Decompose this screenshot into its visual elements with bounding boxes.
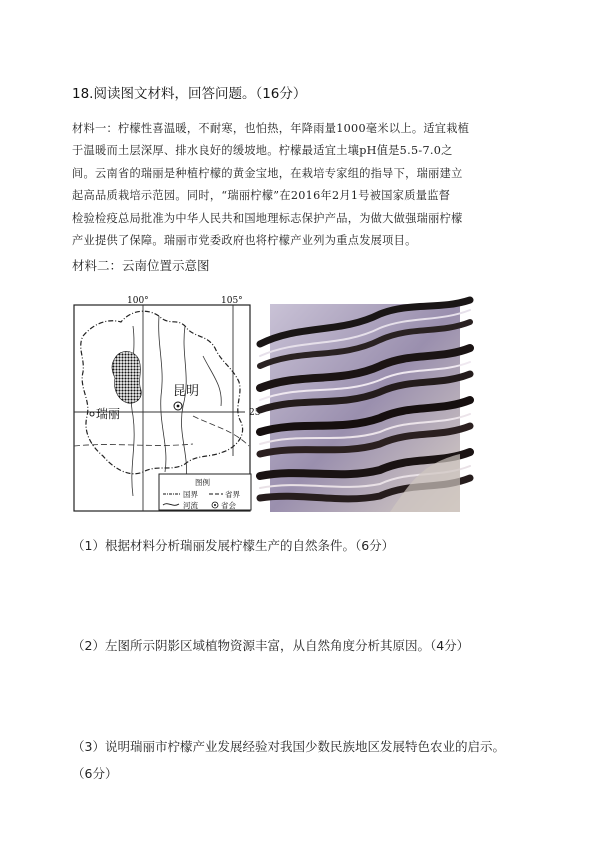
subquestion-two: （2）左图所示阴影区域植物资源丰富，从自然角度分析其原因。（4分） <box>72 638 470 653</box>
kunming-label: 昆明 <box>173 384 200 399</box>
terraced-fields-photo <box>270 304 460 512</box>
subquestion-one: （1）根据材料分析瑞丽发展柠檬生产的自然条件。（6分） <box>72 538 395 553</box>
material-one-line: 产业提供了保障。瑞丽市党委政府也将柠檬产业列为重点发展项目。 <box>72 234 417 248</box>
subquestion-three: （3）说明瑞丽市柠檬产业发展经验对我国少数民族地区发展特色农业的启示。 <box>72 739 505 754</box>
legend-river-label: 河流 <box>183 501 198 510</box>
material-one-text <box>72 118 542 252</box>
material-one-line: 检验检疫总局批准为中华人民共和国地理标志保护产品，为做大做强瑞丽柠檬 <box>72 211 463 225</box>
material-one-line: 起高品质栽培示范园。同时，“瑞丽柠檬”在2016年2月1号被国家质量监督 <box>72 189 451 203</box>
subquestion-three-points: （6分） <box>72 766 118 781</box>
material-one-line: 间。云南省的瑞丽是种植柠檬的黄金宝地，在栽培专家组的指导下，瑞丽建立 <box>72 166 463 180</box>
lon-100-label: 100° <box>127 296 149 306</box>
yunnan-location-map <box>73 296 263 514</box>
material-one-line: 材料一：柠檬性喜温暖，不耐寒，也怕热，年降雨量1000毫米以上。适宜栽植 <box>72 122 470 135</box>
legend-capital-label: 省会 <box>221 501 236 510</box>
material-two-title: 材料二：云南位置示意图 <box>72 258 210 273</box>
ruili-label: 瑞丽 <box>96 407 121 421</box>
legend-province-label: 省界 <box>225 490 240 499</box>
legend-title: 图例 <box>195 478 210 487</box>
lat-25-label: 25° <box>249 408 265 418</box>
ruili-city-icon <box>90 412 94 416</box>
legend-border-label: 国界 <box>183 490 198 499</box>
lon-105-label: 105° <box>221 296 243 306</box>
question-title: 18.阅读图文材料，回答问题。（16分） <box>72 86 307 102</box>
material-one-line: 于温暖而土层深厚、排水良好的缓坡地。柠檬最适宜土壤pH值是5.5-7.0之 <box>72 144 453 158</box>
